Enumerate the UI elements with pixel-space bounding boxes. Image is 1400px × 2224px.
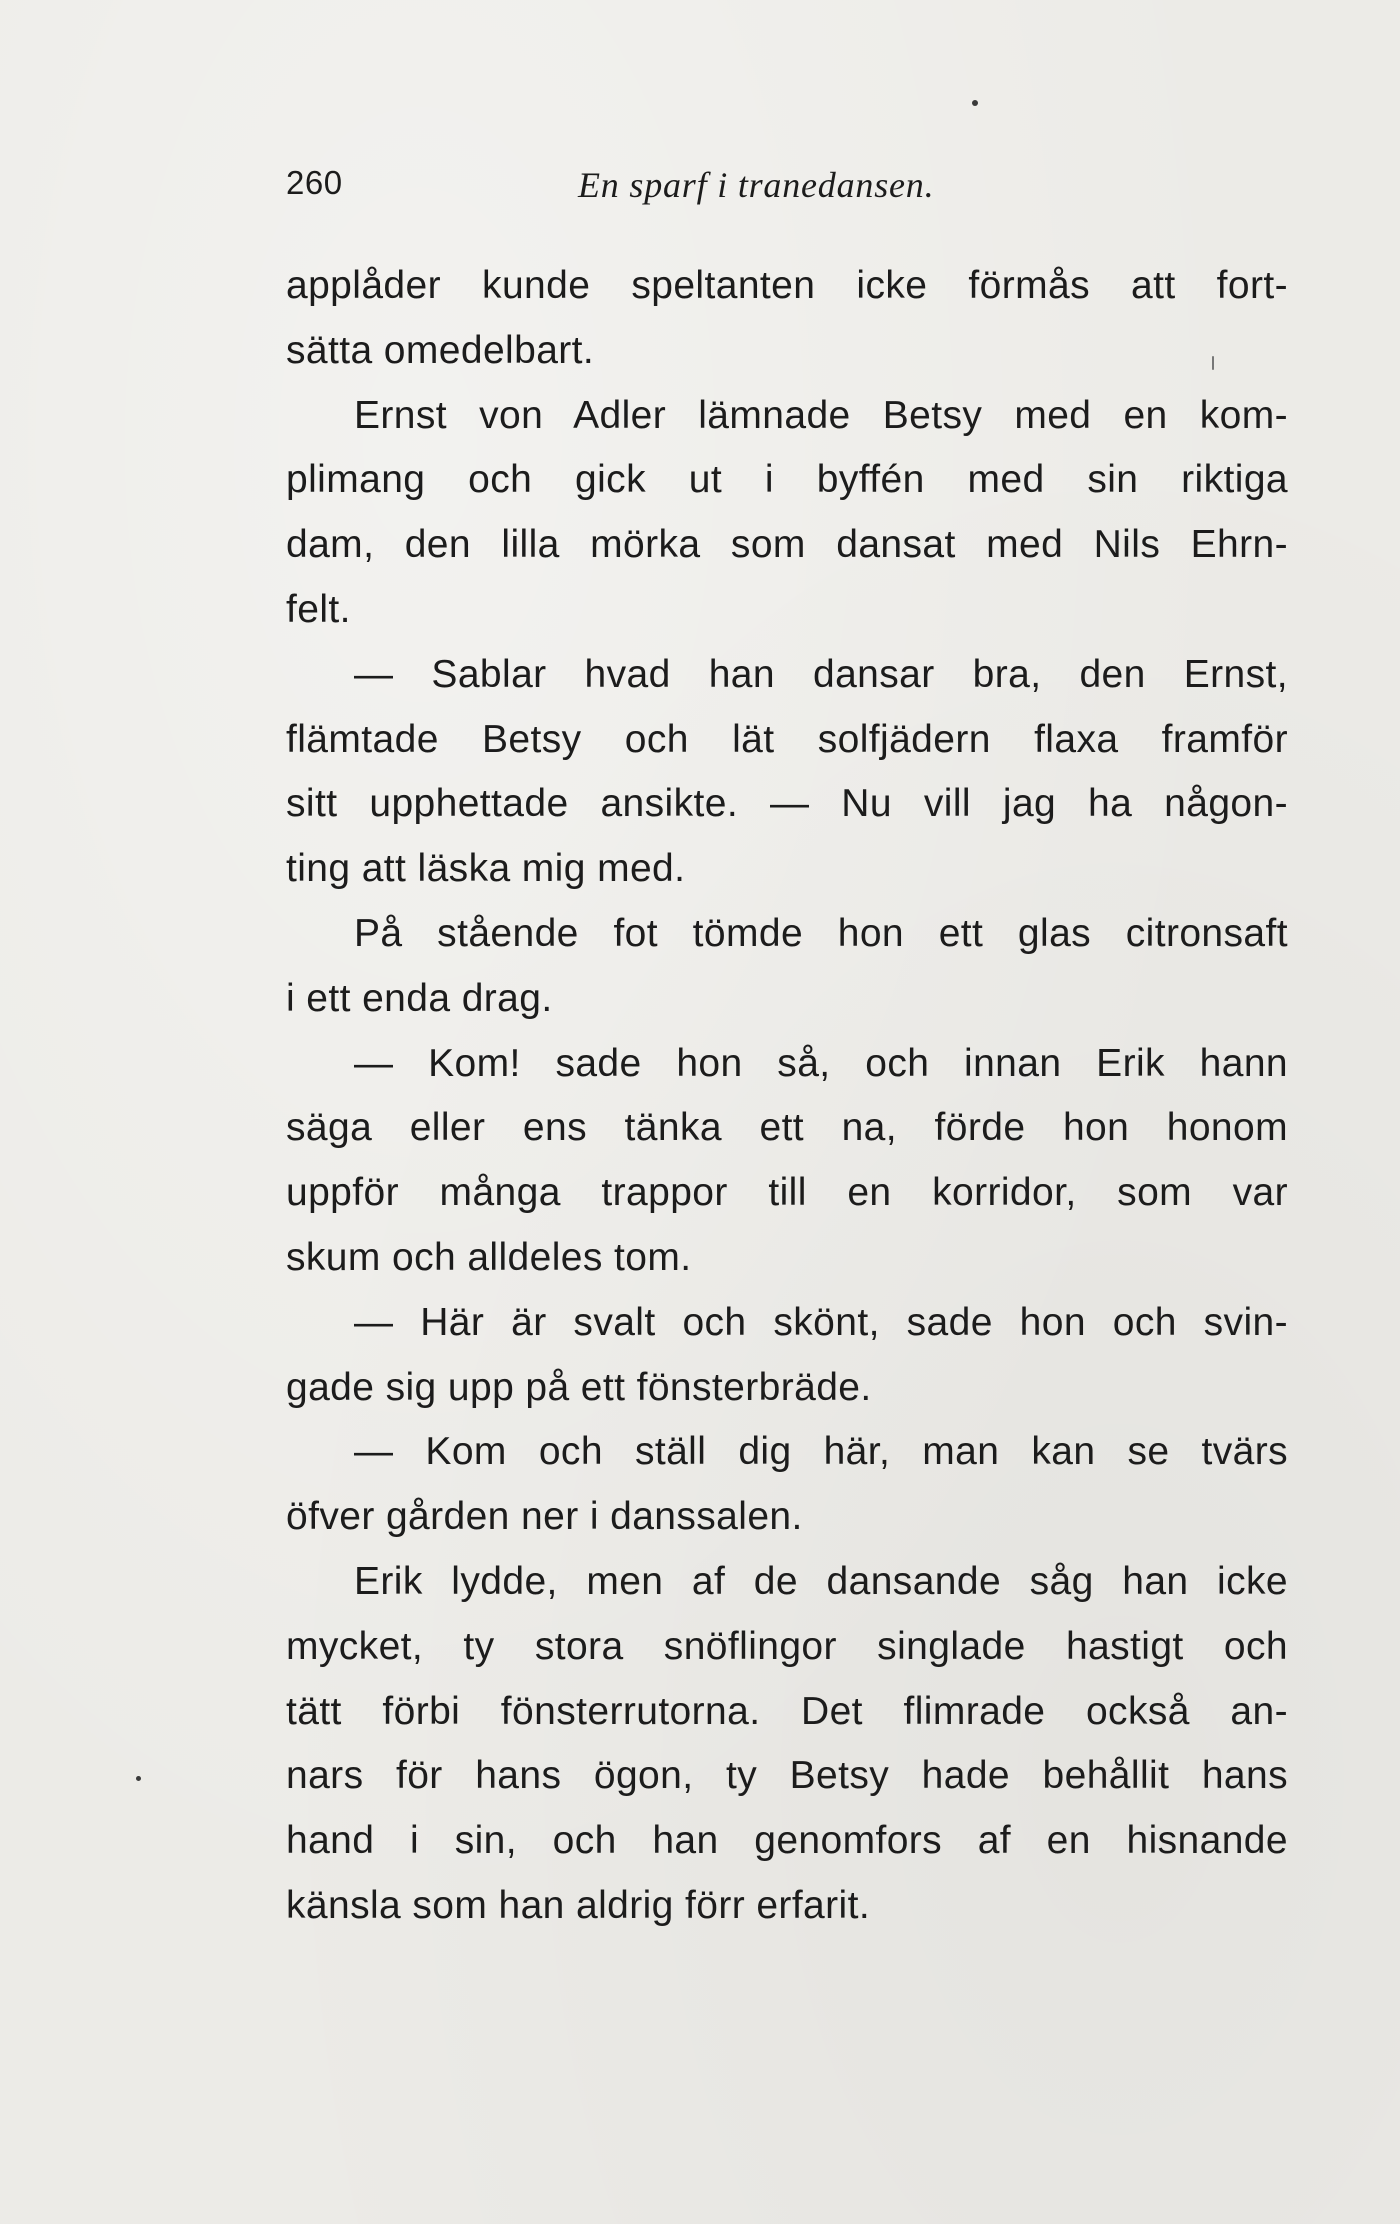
text-line: gade sig upp på ett fönsterbräde.	[286, 1365, 872, 1409]
running-title: En sparf i tranedansen.	[578, 165, 935, 205]
text-line: — Sablar hvad han dansar bra, den Ernst,	[354, 652, 1288, 696]
text-line: sitt upphettade ansikte. — Nu vill jag ha någon-	[286, 782, 1288, 826]
text-line: Ernst von Adler lämnade Betsy med en kom-	[354, 393, 1288, 437]
text-line: dam, den lilla mörka som dansat med Nils Ehrn-	[286, 523, 1288, 567]
page-header	[286, 164, 1286, 208]
text-line: — Här är svalt och skönt, sade hon och svin-	[354, 1300, 1288, 1344]
text-line: känsla som han aldrig förr erfarit.	[286, 1883, 871, 1927]
text-line: uppför många trappor till en korridor, som var	[286, 1171, 1288, 1215]
text-line: mycket, ty stora snöflingor singlade hastigt och	[286, 1624, 1288, 1668]
text-line: i ett enda drag.	[286, 976, 553, 1020]
text-line: flämtade Betsy och lät solfjädern flaxa framför	[286, 717, 1288, 761]
text-line: hand i sin, och han genomfors af en hisnande	[286, 1819, 1288, 1863]
body-text	[286, 254, 1288, 1939]
text-line: säga eller ens tänka ett na, förde hon honom	[286, 1106, 1288, 1150]
text-line: — Kom! sade hon så, och innan Erik hann	[354, 1041, 1288, 1085]
text-line: felt.	[286, 587, 351, 631]
text-line: ting att läska mig med.	[286, 847, 686, 891]
ink-speck	[136, 1776, 141, 1781]
text-line: plimang och gick ut i byffén med sin riktiga	[286, 458, 1288, 502]
text-line: — Kom och ställ dig här, man kan se tvärs	[354, 1430, 1288, 1474]
text-line: nars för hans ögon, ty Betsy hade behållit hans	[286, 1754, 1288, 1798]
text-line: öfver gården ner i danssalen.	[286, 1495, 803, 1539]
text-line: Erik lydde, men af de dansande såg han icke	[354, 1559, 1288, 1603]
text-line: sätta omedelbart.	[286, 328, 595, 372]
text-line: På stående fot tömde hon ett glas citronsaft	[354, 911, 1288, 955]
ink-speck	[972, 100, 978, 106]
page-number: 260	[286, 164, 343, 201]
text-line: skum och alldeles tom.	[286, 1235, 692, 1279]
text-line: tätt förbi fönsterrutorna. Det flimrade också an-	[286, 1689, 1288, 1733]
text-line: applåder kunde speltanten icke förmås att fort-	[286, 264, 1288, 307]
